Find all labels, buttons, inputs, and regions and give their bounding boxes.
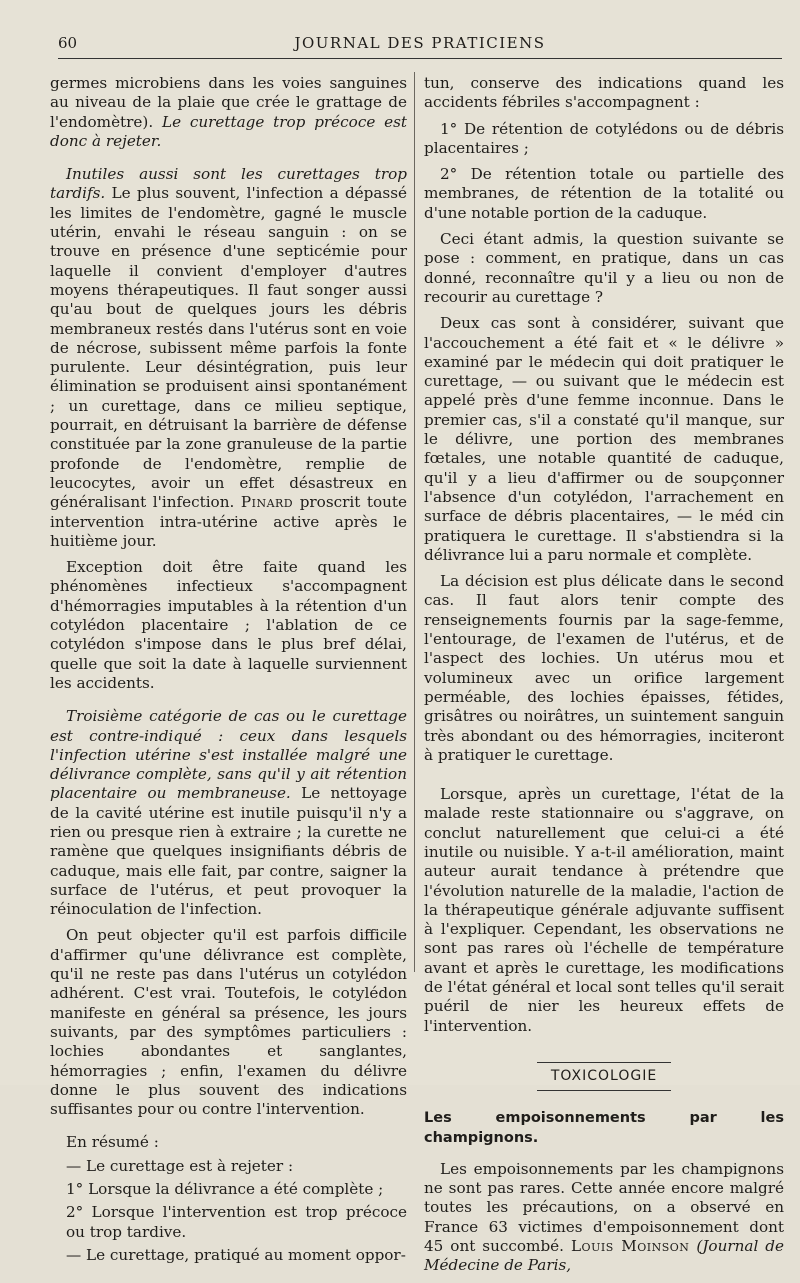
section-heading xyxy=(424,1062,784,1091)
list-item: 2° Lorsque l'intervention est trop précoce ou trop tardive. xyxy=(66,1203,407,1241)
paragraph xyxy=(424,1160,784,1276)
summary-list xyxy=(50,1133,407,1265)
page-number: 60 xyxy=(58,34,78,52)
header-rule xyxy=(58,58,782,59)
left-column xyxy=(50,74,407,1269)
right-column xyxy=(424,74,784,1283)
list-item: — Le curettage est à rejeter : xyxy=(66,1156,294,1175)
author-name: Louis Moinson xyxy=(570,1237,690,1256)
emphasis-text: Troisième catégorie de cas ou le curettage est contre-indiqué : ceux dans lesquels l'infection utérine s'est installée malgré une délivrance complète, sans qu'il y ait rétention placentaire ou membraneuse. xyxy=(50,707,407,803)
page-header xyxy=(58,28,782,56)
paragraph: On peut objecter qu'il est parfois difficile d'affirmer qu'une délivrance est complète, qu'il ne reste pas dans l'utérus un cotylédon adhérent. C'est vrai. Toutefois, le cotylédon manifeste en général sa présence, les jours suivants, par des symptômes particuliers : lochies abondantes et sanglantes, hémorragies ; enfin, l'examen du délivre donne le plus souvent des indications suffisantes pour ou contre l'intervention. xyxy=(50,926,407,1119)
paragraph-text: proscrit toute intervention intra-utérine active après le huitième jour. xyxy=(50,493,408,550)
paragraph xyxy=(50,707,407,919)
paragraph: La décision est plus délicate dans le second cas. Il faut alors tenir compte des renseignements fournis par la sage-femme, l'entourage, de l'examen de l'utérus, et de l'aspect des lochies. Un utérus mou et volumineux avec un orifice largement perméable, des lochies épaisses, fétides, grisâtres ou noirâtres, un suintement sanguin très abondant ou des hémorragies, inciteront à pratiquer le curettage. xyxy=(424,572,784,764)
paragraph xyxy=(50,74,407,151)
emphasis-text: Le curettage trop précoce est donc à rejeter. xyxy=(50,112,408,150)
source-citation: (Journal de Médecine de Paris, xyxy=(424,1237,784,1275)
paragraph xyxy=(50,165,407,551)
list-item: 1° De rétention de cotylédons ou de débris placentaires ; xyxy=(424,119,784,157)
paragraph: Exception doit être faite quand les phénomènes infectieux s'accompagnent d'hémorragies imputables à la rétention d'un cotylédon placentaire ; l'ablation de ce cotylédon s'impose dans le plus bref délai, quelle que soit la date à laquelle surviennent les accidents. xyxy=(50,558,407,692)
section-title: TOXICOLOGIE xyxy=(537,1062,671,1091)
paragraph: Ceci étant admis, la question suivante se pose : comment, en pratique, dans un cas donné, reconnaître qu'il y a lieu ou non de recourir au curettage ? xyxy=(424,230,784,306)
paragraph: tun, conserve des indications quand les accidents fébriles s'accompagnent : xyxy=(424,74,784,112)
emphasis-text: Inutiles aussi sont les curettages trop tardifs. xyxy=(50,165,407,203)
summary-title: En résumé : xyxy=(66,1133,159,1152)
running-title: JOURNAL DES PRATICIENS xyxy=(294,34,546,52)
paragraph-text: Le plus souvent, l'infection a dépassé les limites de l'endomètre, gagné le muscle utérin, envahi le réseau sanguin : on se trouve en présence d'une septicémie pour laquelle il convient d'employer d'autres moyens thérapeutiques. Il faut songer aussi qu'au bout de quelques jours les débris membraneux restés dans l'utérus sont en voie de nécrose, subissent même parfois la fonte purulente. Leur désintégration, puis leur élimination se produisent ainsi spontanément ; un curettage, dans ce milieu septique, pourrait, en détruisant la barrière de défense constituée par la zone granuleuse de la partie profonde de l'endomètre, remplie de leucocytes, avoir un effet désastreux en généralisant l'infection. xyxy=(50,184,408,512)
paragraph: Deux cas sont à considérer, suivant que l'accouchement a été fait et « le délivre » examiné par le médecin qui doit pratiquer le curettage, — ou suivant que le médecin est appelé près d'une femme inconnue. Dans le premier cas, s'il a constaté qu'il manque, sur le délivre, une portion des membranes fœtales, une notable quantité de caduque, qu'il y a lieu d'affirmer ou de soupçonner l'absence d'un cotylédon, l'arrachement en surface de débris placentaires, — le méd cin pratiquera le curettage. Il s'abstiendra si la délivrance lui a paru normale et complète. xyxy=(424,314,784,564)
author-name: Pinard xyxy=(240,493,294,512)
list-item: — Le curettage, pratiqué au moment oppor- xyxy=(66,1245,406,1264)
list-item: 1° Lorsque la délivrance a été complète ; xyxy=(66,1180,384,1199)
article-title: Les empoisonnements par les champignons. xyxy=(424,1110,784,1146)
list-item: 2° De rétention totale ou partielle des membranes, de rétention de la totalité ou d'une notable portion de la caduque. xyxy=(424,165,784,222)
column-divider xyxy=(414,72,415,972)
paragraph: Lorsque, après un curettage, l'état de la malade reste stationnaire ou s'aggrave, on conclut naturellement que celui-ci a été inutile ou nuisible. Y a-t-il amélioration, maint auteur aurait tendance à prétendre que l'évolution naturelle de la maladie, l'action de la thérapeutique générale adjuvante suffisent à l'expliquer. Cependant, les observations ne sont pas rares où l'échelle de température avant et après le curettage, les modifications de l'état général et local sont telles qu'il serait puéril de nier les heureux effets de l'intervention. xyxy=(424,785,784,1035)
paragraph-text: germes microbiens dans les voies sanguines au niveau de la plaie que crée le grattage de l'endomètre). xyxy=(50,74,407,131)
paragraph-text: Le nettoyage de la cavité utérine est inutile puisqu'il n'y a rien ou presque rien à extraire ; la curette ne ramène que quelques insignifiants débris de caduque, mais elle fait, par contre, saigner la surface de l'utérus, et peut provoquer la réinoculation de l'infection. xyxy=(50,784,407,919)
paragraph-text: Les empoisonnements par les champignons ne sont pas rares. Cette année encore malgré toutes les précautions, on a observé en France 63 victimes d'empoisonnement dont 45 ont succombé. xyxy=(424,1159,784,1256)
